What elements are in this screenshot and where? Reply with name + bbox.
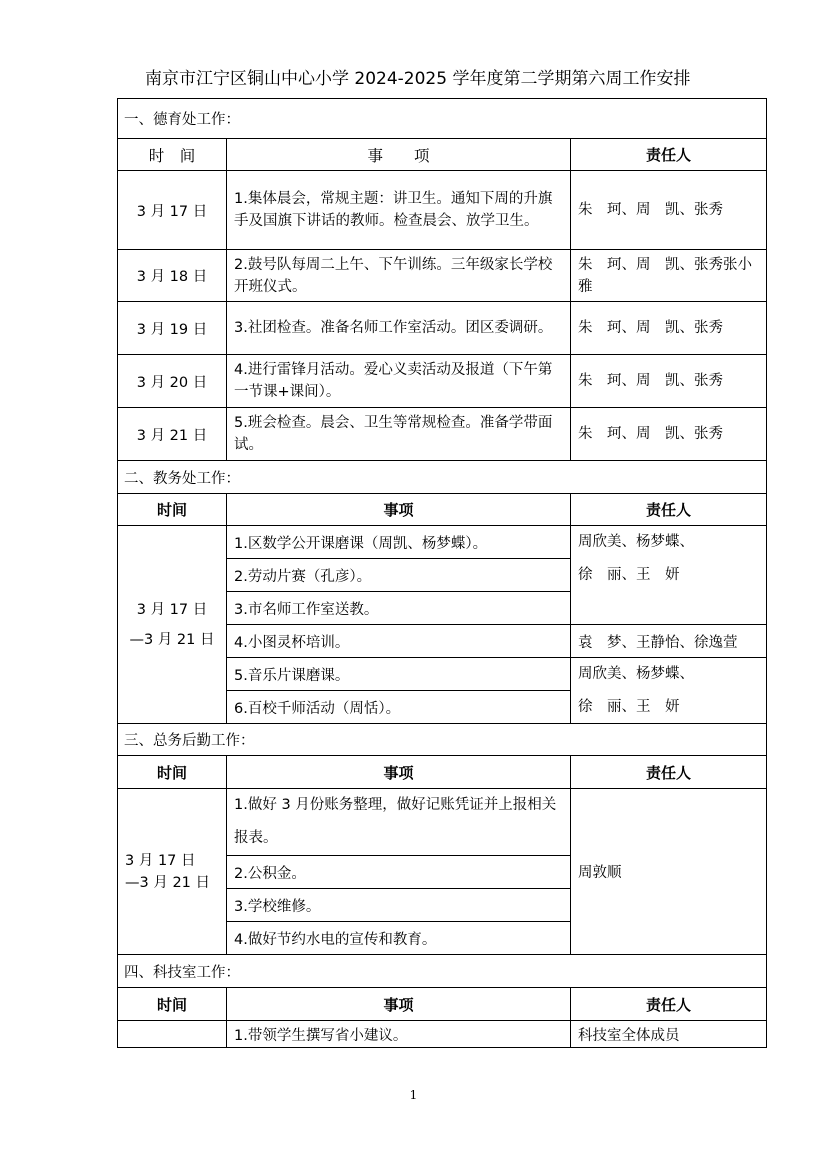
document-title: 南京市江宁区铜山中心小学 2024-2025 学年度第二学期第六周工作安排 [145,69,691,89]
column-header: 事 项 [227,139,571,171]
item-cell: 1.区数学公开课磨课（周凯、杨梦蝶）。 [227,526,571,559]
person-cell: 朱 珂、周 凯、张秀张小雅 [571,250,767,302]
item-cell: 4.进行雷锋月活动。爱心义卖活动及报道（下午第一节课+课间）。 [227,355,571,408]
date-cell [118,1021,227,1048]
schedule-table [117,98,767,1048]
item-cell: 2.公积金。 [227,856,571,889]
page-number: 1 [409,1088,418,1102]
date-start: 3 月 17 日 [136,601,208,618]
table-row [118,302,767,355]
column-header: 事项 [227,494,571,526]
section-heading-row [118,461,767,494]
table-row [118,355,767,408]
person-cell [571,658,767,724]
date-start: 3 月 17 日 [125,852,196,869]
section-heading: 一、德育处工作： [118,99,767,139]
date-range-cell [118,526,227,724]
person-cell: 朱 珂、周 凯、张秀 [571,355,767,408]
column-header: 时间 [118,756,227,789]
table-header-row [118,494,767,526]
item-cell: 2.鼓号队每周二上午、下午训练。三年级家长学校开班仪式。 [227,250,571,302]
person-line: 周欣美、杨梦蝶、 [578,534,694,550]
person-cell: 朱 珂、周 凯、张秀 [571,302,767,355]
column-header: 责任人 [571,139,767,171]
item-cell: 2.劳动片赛（孔彦）。 [227,559,571,592]
table-row [118,1021,767,1048]
date-end: —3 月 21 日 [129,631,215,648]
table-row [118,526,767,559]
item-cell: 6.百校千师活动（周恬）。 [227,691,571,724]
item-cell: 3.学校维修。 [227,889,571,922]
date-cell: 3 月 19 日 [118,302,227,355]
item-cell: 5.班会检查。晨会、卫生等常规检查。准备学带面试。 [227,408,571,461]
person-cell: 袁 梦、王静怡、徐逸萱 [571,625,767,658]
item-cell: 4.做好节约水电的宣传和教育。 [227,922,571,955]
date-cell: 3 月 18 日 [118,250,227,302]
person-line: 周欣美、杨梦蝶、 [578,666,694,682]
table-row [118,250,767,302]
person-cell: 科技室全体成员 [571,1021,767,1048]
column-header: 时间 [118,988,227,1021]
section-heading: 三、总务后勤工作： [118,724,767,756]
date-cell: 3 月 17 日 [118,171,227,250]
column-header: 责任人 [571,988,767,1021]
section-heading-row [118,99,767,139]
table-row [118,408,767,461]
section-heading: 二、教务处工作： [118,461,767,494]
item-cell: 5.音乐片课磨课。 [227,658,571,691]
item-cell: 3.社团检查。准备名师工作室活动。团区委调研。 [227,302,571,355]
column-header: 事项 [227,988,571,1021]
table-row [118,789,767,856]
column-header: 时间 [118,494,227,526]
person-cell: 周敦顺 [571,789,767,955]
section-heading-row [118,955,767,988]
item-cell: 4.小图灵杯培训。 [227,625,571,658]
column-header: 责任人 [571,756,767,789]
person-cell: 朱 珂、周 凯、张秀 [571,408,767,461]
item-cell: 1.带领学生撰写省小建议。 [227,1021,571,1048]
table-row [118,171,767,250]
column-header: 责任人 [571,494,767,526]
date-cell: 3 月 21 日 [118,408,227,461]
item-cell: 3.市名师工作室送教。 [227,592,571,625]
date-cell: 3 月 20 日 [118,355,227,408]
item-cell: 1.集体晨会，常规主题：讲卫生。通知下周的升旗手及国旗下讲话的教师。检查晨会、放学卫生。 [227,171,571,250]
column-header: 时 间 [118,139,227,171]
date-end: —3 月 21 日 [125,874,211,891]
table-header-row [118,139,767,171]
date-range-cell [118,789,227,955]
table-header-row [118,988,767,1021]
item-cell: 1.做好 3 月份账务整理，做好记账凭证并上报相关报表。 [227,789,571,856]
section-heading: 四、科技室工作： [118,955,767,988]
section-heading-row [118,724,767,756]
person-cell: 朱 珂、周 凯、张秀 [571,171,767,250]
person-line: 徐 丽、王 妍 [578,699,680,715]
table-header-row [118,756,767,789]
person-cell [571,526,767,625]
person-line: 徐 丽、王 妍 [578,567,680,583]
column-header: 事项 [227,756,571,789]
